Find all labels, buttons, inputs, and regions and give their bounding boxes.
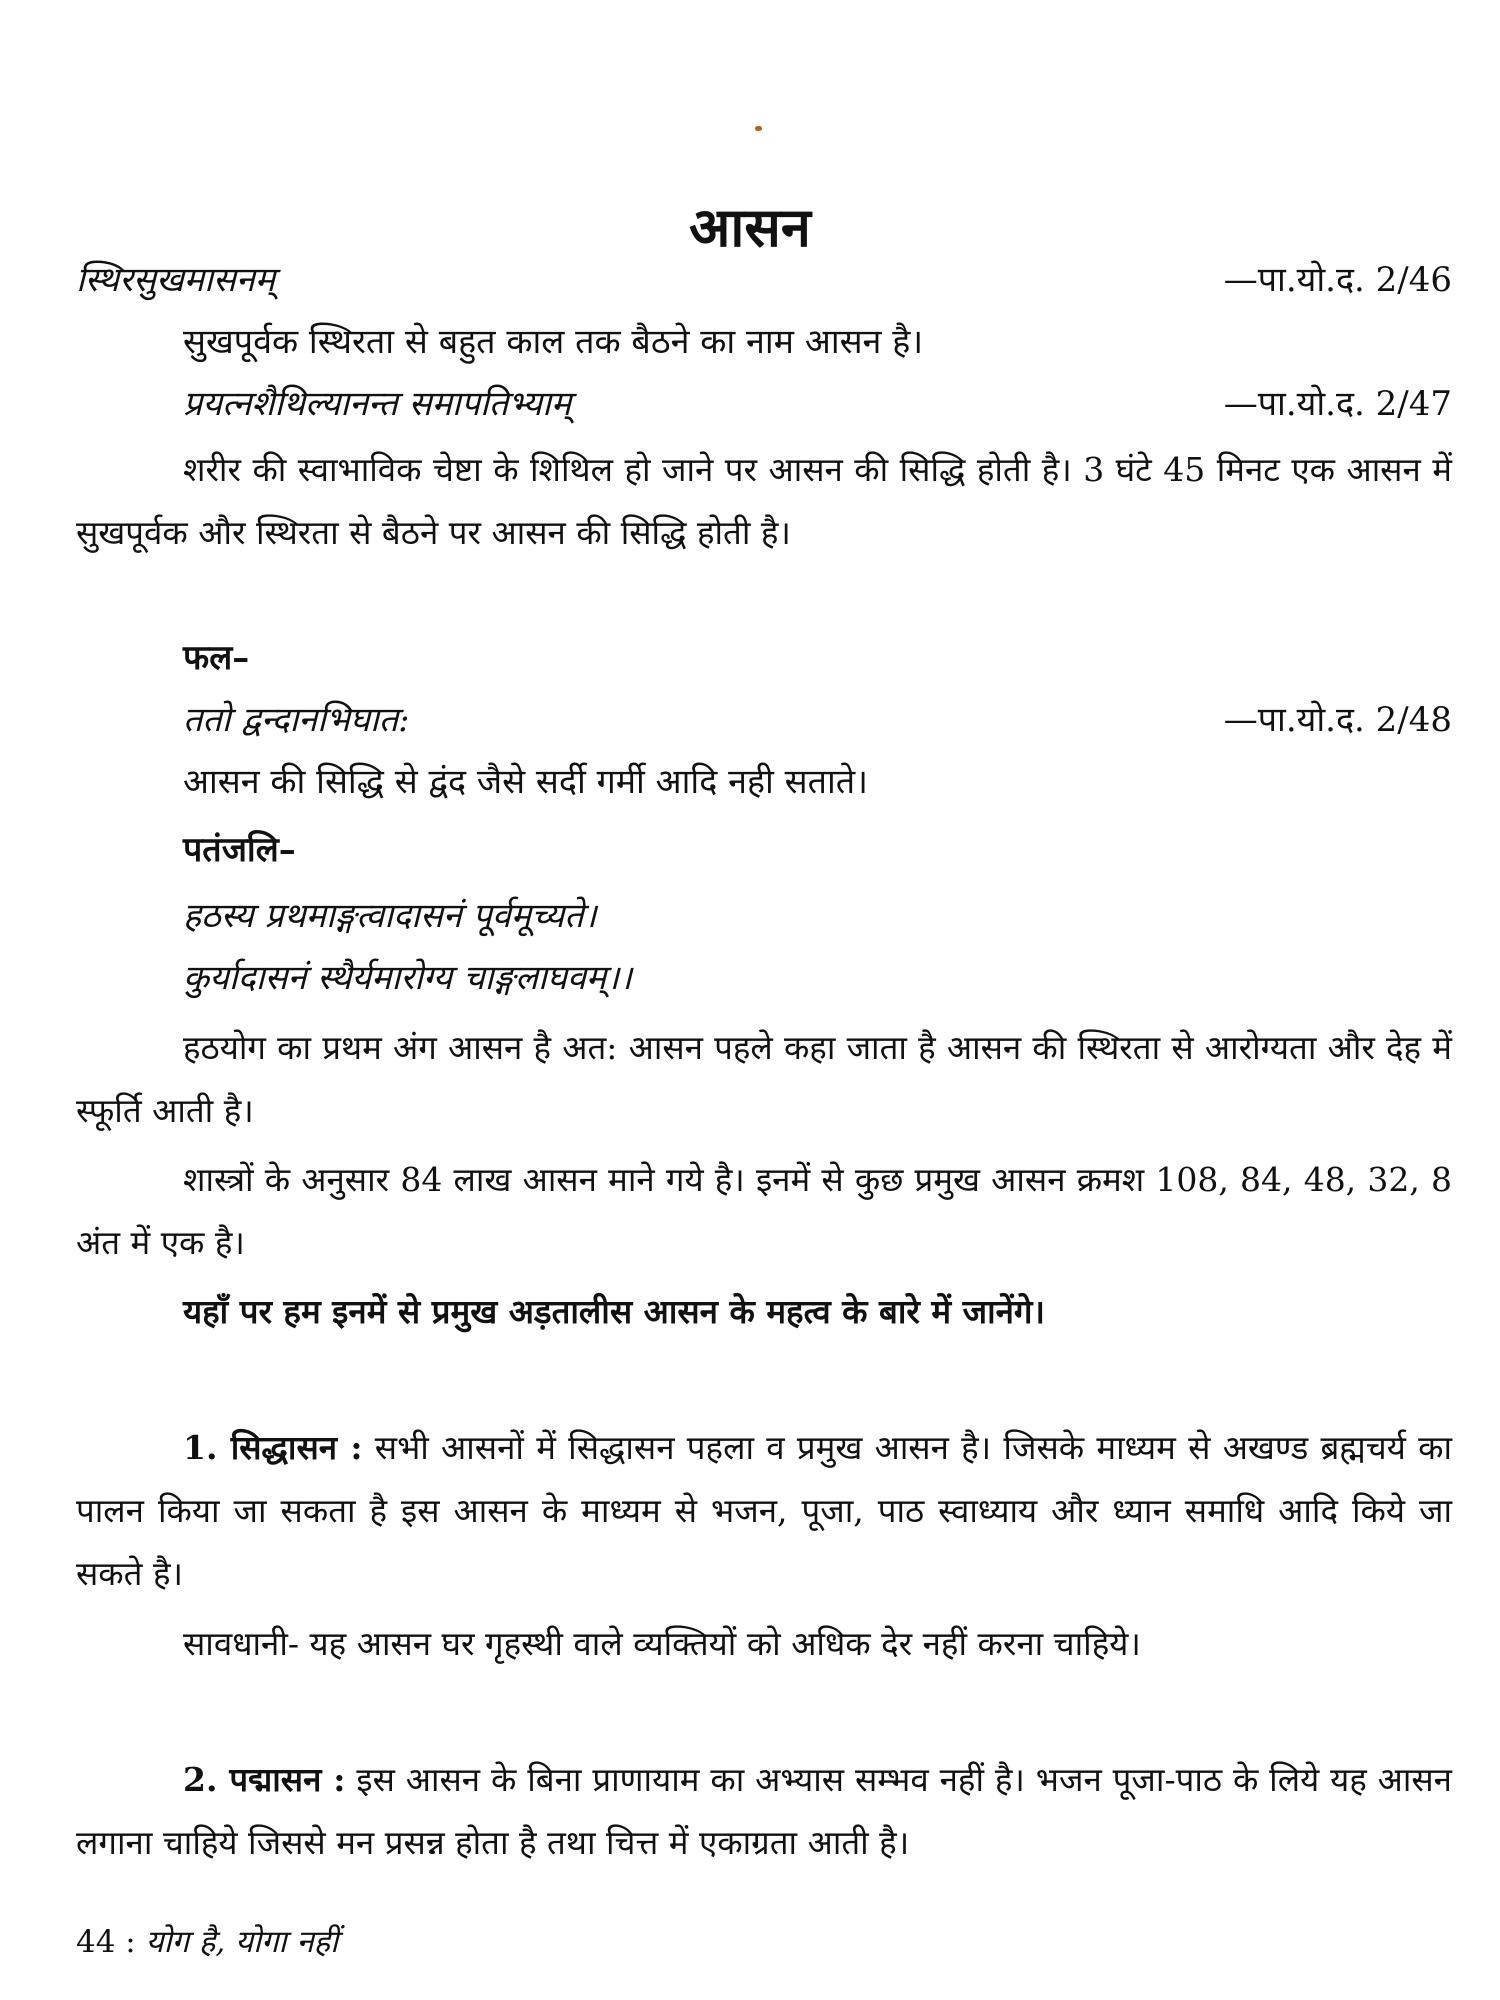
ink-dot [755, 126, 762, 131]
sutra-1-text: स्थिरसुखमासनम् [76, 260, 276, 300]
sutra-2-text: प्रयत्नशैथिल्यानन्त समापतिभ्याम् [183, 384, 572, 424]
patanjali-meaning: हठयोग का प्रथम अंग आसन है अत: आसन पहले कहा जाता है आसन की स्थिरता से आरोग्यता और देह में स्फूर्ति आती है। [76, 1028, 1452, 1130]
sutra-1-ref: —पा.यो.द. 2/46 [1223, 260, 1452, 300]
asana-1-paragraph [76, 1416, 1452, 1605]
fal-heading: फल– [183, 638, 250, 678]
asana-1-name: 1. सिद्धासन : [183, 1428, 363, 1467]
asana-1-text: सभी आसनों में सिद्धासन पहला व प्रमुख आसन है। जिसके माध्यम से अखण्ड ब्रह्मचर्य का पालन किया जा सकता है इस आसन के माध्यम से भजन, पूजा, पाठ स्वाध्याय और ध्यान समाधि आदि किये जा सकते है। [76, 1428, 1452, 1593]
fal-ref: —पा.यो.द. 2/48 [1223, 700, 1452, 740]
sutra-2-ref: —पा.यो.द. 2/47 [1223, 384, 1452, 424]
fal-meaning: आसन की सिद्धि से द्वंद जैसे सर्दी गर्मी आदि नही सताते। [183, 762, 869, 802]
shastra-paragraph: शास्त्रों के अनुसार 84 लाख आसन माने गये है। इनमें से कुछ प्रमुख आसन क्रमश 108, 84, 48, 32, 8 अंत में एक है। [76, 1160, 1452, 1262]
asana-2-name: 2. पद्मासन : [183, 1760, 346, 1799]
page-number: 44 : [76, 1924, 136, 1960]
fal-text: ततो द्वन्दानभिघात: [183, 700, 410, 740]
sutra-1-meaning: सुखपूर्वक स्थिरता से बहुत काल तक बैठने का नाम आसन है। [183, 322, 924, 362]
asana-2-text: इस आसन के बिना प्राणायाम का अभ्यास सम्भव नहीं है। भजन पूजा-पाठ के लिये यह आसन लगाना चाहिये जिससे मन प्रसन्न होता है तथा चित्त में एकाग्रता आती है। [76, 1760, 1452, 1862]
page-title: आसन [689, 195, 811, 259]
patanjali-heading: पतंजलि– [183, 830, 296, 870]
patanjali-verse-1: हठस्य प्रथमाङ्गत्वादासनं पूर्वमूच्यते। [183, 896, 597, 936]
sutra-2-meaning: शरीर की स्वाभाविक चेष्टा के शिथिल हो जाने पर आसन की सिद्धि होती है। 3 घंटे 45 मिनट एक आसन में सुखपूर्वक और स्थिरता से बैठने पर आसन की सिद्धि होती है। [76, 450, 1452, 552]
asana-1-caution: सावधानी- यह आसन घर गृहस्थी वाले व्यक्तियों को अधिक देर नहीं करना चाहिये। [183, 1624, 1141, 1663]
asana-2-paragraph [76, 1748, 1452, 1874]
patanjali-verse-2: कुर्यादासनं स्थैर्यमारोग्य चाङ्गलाघवम्।। [183, 958, 632, 998]
book-title: योग है, योगा नहीं [145, 1924, 339, 1960]
intro-bold-paragraph: यहाँ पर हम इनमें से प्रमुख अड़तालीस आसन के महत्व के बारे में जानेंगे। [183, 1292, 1046, 1331]
page-footer [76, 1920, 338, 1962]
